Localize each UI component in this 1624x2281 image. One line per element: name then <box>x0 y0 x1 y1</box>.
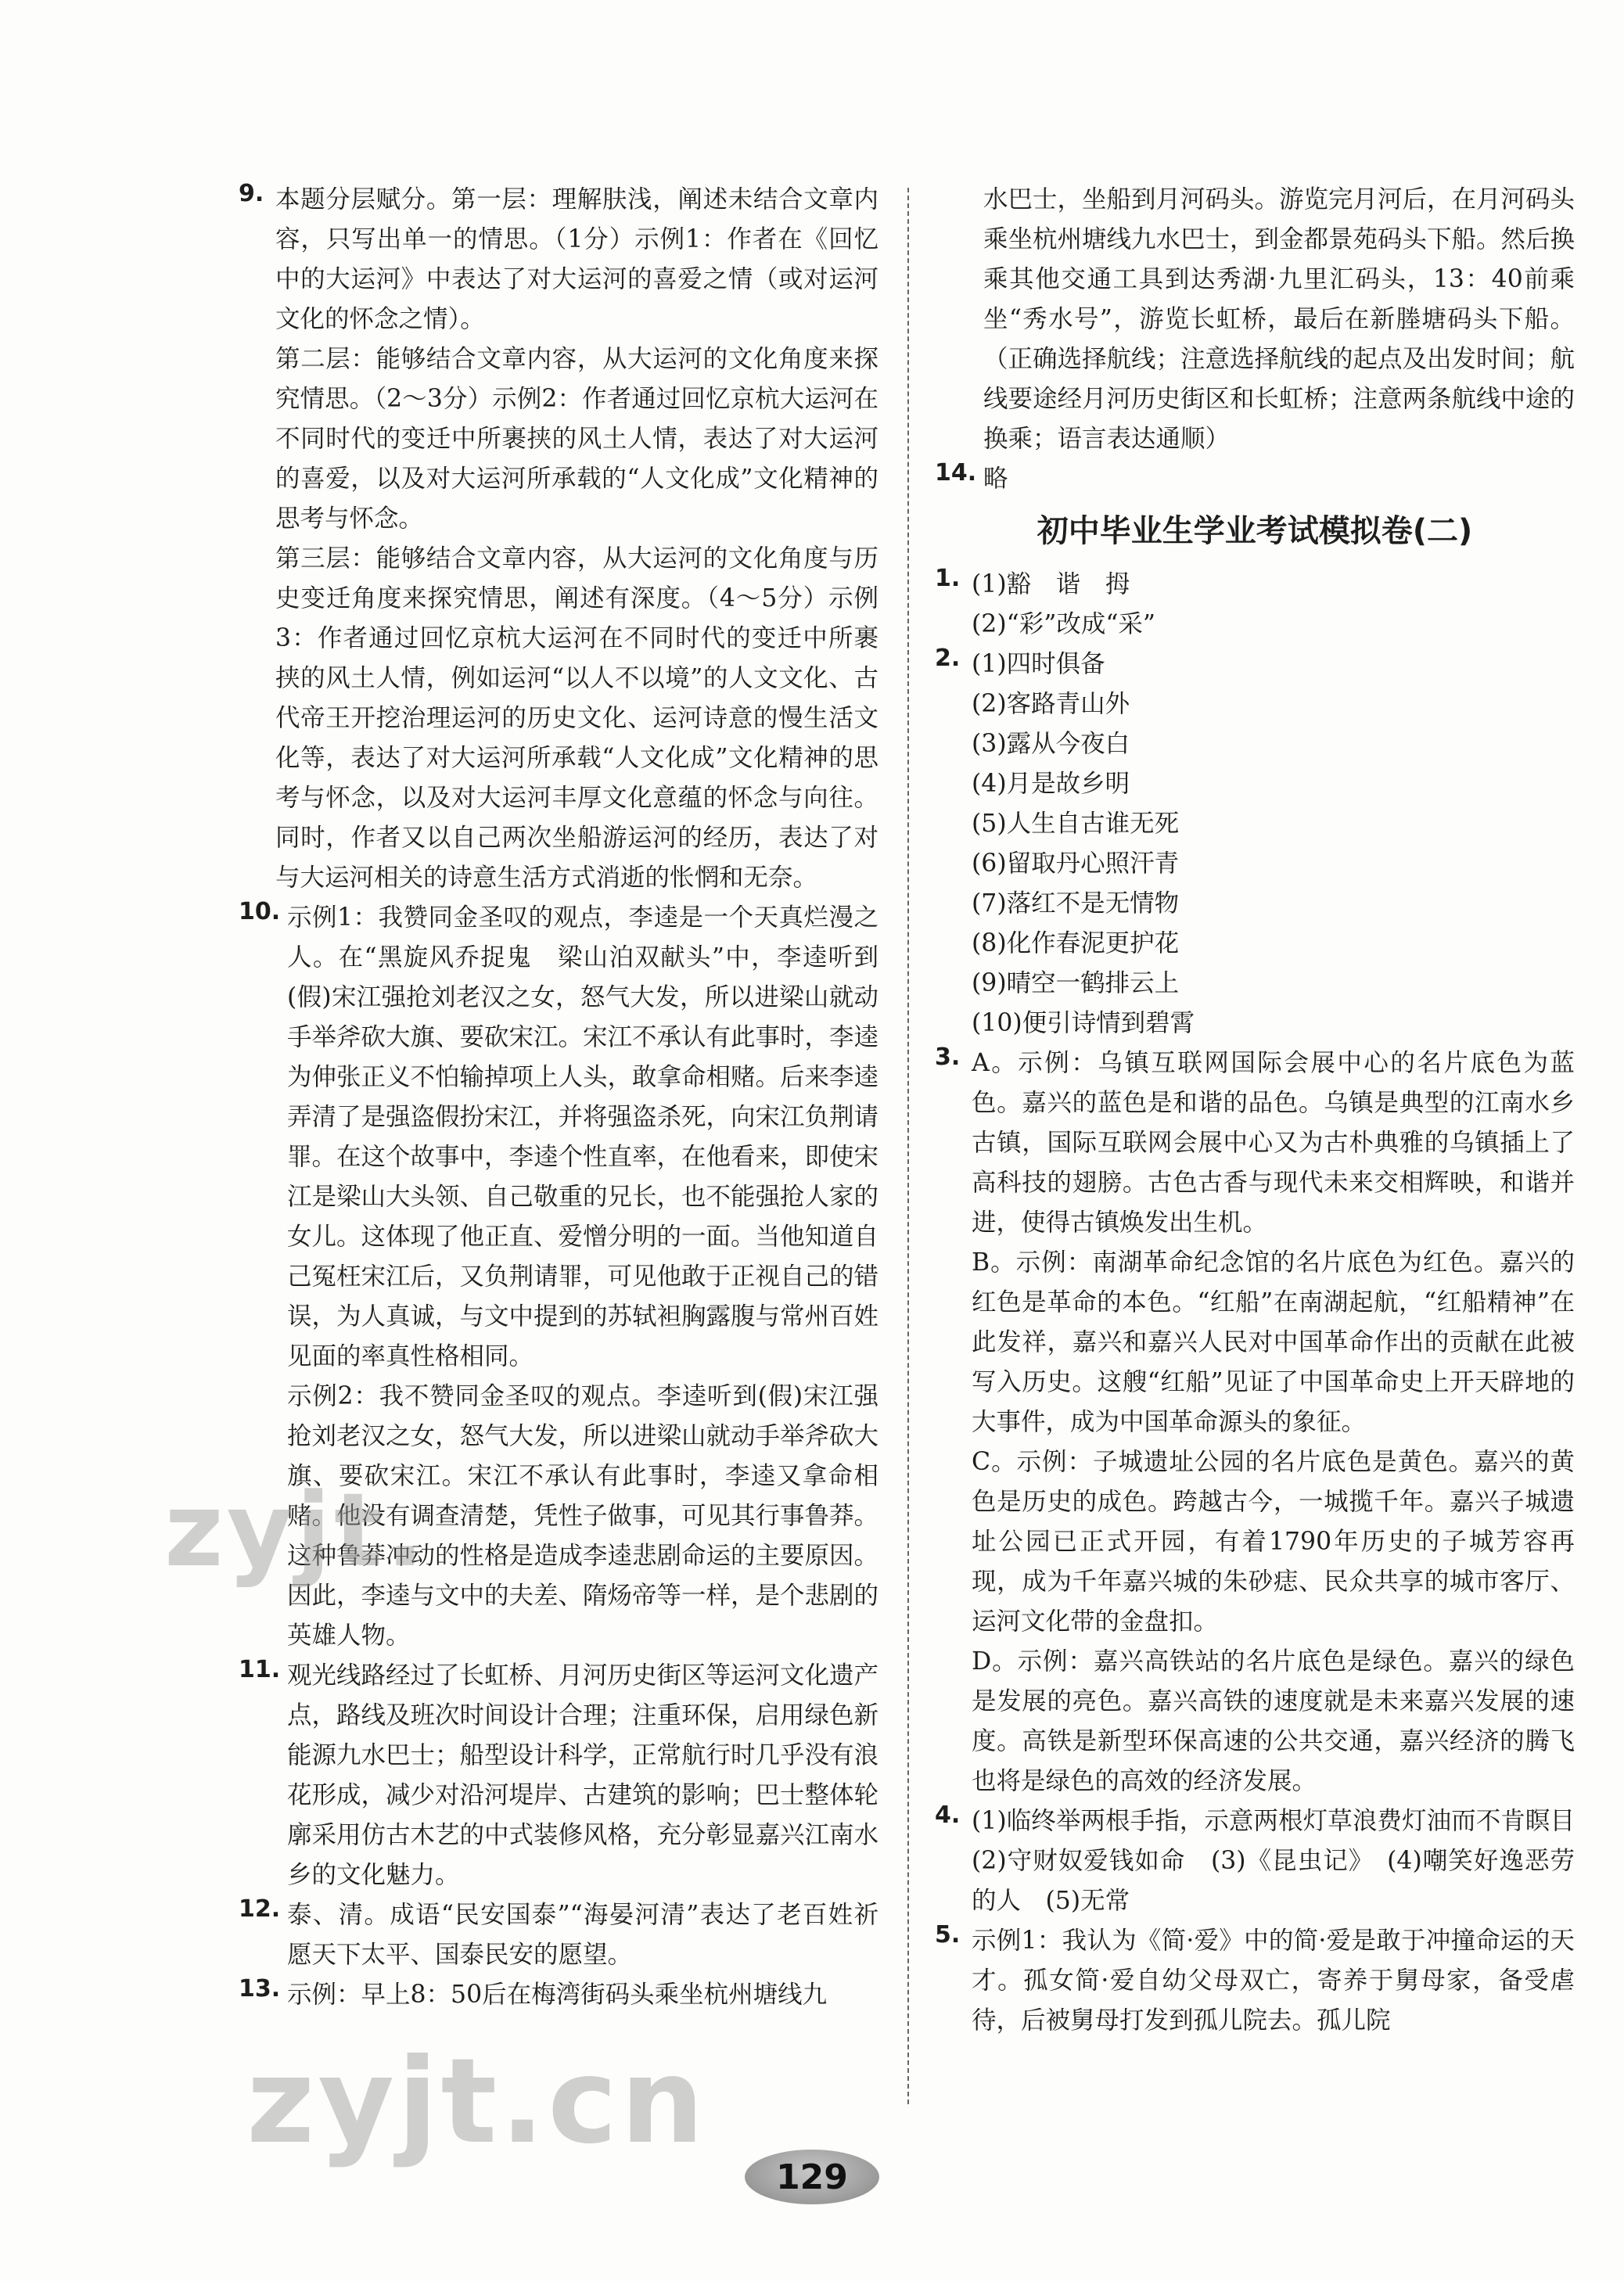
answer-number: 1. <box>935 565 961 592</box>
answer-line: (1)四时俱备 <box>972 650 1105 678</box>
answer-number: 2. <box>935 645 961 672</box>
answer-number: 13. <box>239 1975 281 2003</box>
answer-text: 示例：早上8：50后在梅湾街码头乘坐杭州塘线九 <box>287 1981 828 2009</box>
answer-line: (9)晴空一鹤排云上 <box>972 969 1180 997</box>
answer-13-continued: 水巴士，坐船到月河码头。游览完月河后，在月河码头乘坐杭州塘线九水巴士，到金都景苑码头下船。然后换乘其他交通工具到达秀湖·九里汇码头，13：40前乘坐“秀水号”，游览长虹桥，最后在新塍塘码头下船。（正确选择航线；注意选择航线的起点及出发时间；航线要途经月河历史街区和长虹桥；注意两条航线中途的换乘；语言表达通顺） <box>983 185 1575 453</box>
column-divider <box>907 188 909 2104</box>
answer-option-a: A。示例：乌镇互联网国际会展中心的名片底色为蓝色。嘉兴的蓝色是和谐的品色。乌镇是典型的江南水乡古镇，国际互联网会展中心又为古朴典雅的乌镇插上了高科技的翅膀。古色古香与现代未来交相辉映，和谐并进，使得古镇焕发出生机。 <box>972 1049 1575 1237</box>
answer-layer-2: 第二层：能够结合文章内容，从大运河的文化角度来探究情思。（2～3分）示例2：作者通过回忆京杭大运河在不同时代的变迁中所裹挟的风土人情，表达了对大运河的喜爱，以及对大运河所承载的“人文化成”文化精神的思考与怀念。 <box>275 345 878 533</box>
answer-option-b: B。示例：南湖革命纪念馆的名片底色为红色。嘉兴的红色是革命的本色。“红船”在南湖起航，“红船精神”在此发祥，嘉兴和嘉兴人民对中国革命作出的贡献在此被写入历史。这艘“红船”见证了中国革命史上开天辟地的大事件，成为中国革命源头的象征。 <box>972 1248 1575 1436</box>
answer-text: (1)临终举两根手指，示意两根灯草浪费灯油而不肯瞑目 (2)守财奴爱钱如命 (3)《昆虫记》 (4)嘲笑好逸恶劳的人 (5)无常 <box>972 1807 1600 1915</box>
answer-number: 4. <box>935 1801 961 1829</box>
answer-line: (3)露从今夜白 <box>972 730 1130 758</box>
answer-line: (5)人生自古谁无死 <box>972 810 1180 838</box>
answer-12 <box>239 1895 878 1975</box>
answer-line: (8)化作春泥更护花 <box>972 929 1180 957</box>
answer-line: (2)客路青山外 <box>972 690 1130 718</box>
answer-text: 泰、清。成语“民安国泰”“海晏河清”表达了老百姓祈愿天下太平、国泰民安的愿望。 <box>287 1901 878 1969</box>
answer-text: 观光线路经过了长虹桥、月河历史街区等运河文化遗产点，路线及班次时间设计合理；注重环保，启用绿色新能源九水巴士；船型设计科学，正常航行时几乎没有浪花形成，减少对沿河堤岸、古建筑的影响；巴士整体轮廓采用仿古木艺的中式装修风格，充分彰显嘉兴江南水乡的文化魅力。 <box>287 1661 879 1889</box>
answer-option-c: C。示例：子城遗址公园的名片底色是黄色。嘉兴的黄色是历史的成色。跨越古今，一城揽千年。嘉兴子城遗址公园已正式开园，有着1790年历史的子城芳容再现，成为千年嘉兴城的朱砂痣、民众共享的城市客厅、运河文化带的金盘扣。 <box>972 1448 1575 1636</box>
answer-11 <box>239 1656 878 1895</box>
right-column <box>935 180 1600 2041</box>
answer-number: 5. <box>935 1921 961 1949</box>
answer-14 <box>935 459 1575 499</box>
answer-9 <box>239 180 878 898</box>
answer-line: (10)便引诗情到碧霄 <box>972 1009 1195 1037</box>
answer-number: 9. <box>239 180 264 207</box>
answer-number: 14. <box>935 459 977 487</box>
answer-example-2: 示例2：我不赞同金圣叹的观点。李逵听到(假)宋江强抢刘老汉之女，怒气大发，所以进梁山就动手举斧砍大旗、要砍宋江。宋江不承认有此事时，李逵又拿命相赌。他没有调查清楚，凭性子做事，可见其行事鲁莽。这种鲁莽冲动的性格是造成李逵悲剧命运的主要原因。因此，李逵与文中的夫差、隋炀帝等一样，是个悲剧的英雄人物。 <box>287 1382 879 1650</box>
answer-number: 3. <box>935 1044 961 1071</box>
answer-text: 本题分层赋分。第一层：理解肤浅，阐述未结合文章内容，只写出单一的情思。（1分）示例1：作者在《回忆中的大运河》中表达了对大运河的喜爱之情（或对运河文化的怀念之情）。 <box>275 185 878 333</box>
watermark-top: zyjt. <box>164 1471 428 1590</box>
answer-line: (2)“彩”改成“采” <box>972 610 1156 638</box>
answer-number: 11. <box>239 1656 281 1683</box>
answer-13 <box>239 1975 878 2015</box>
answer-number: 12. <box>239 1895 281 1923</box>
answer-text: 示例1：我赞同金圣叹的观点，李逵是一个天真烂漫之人。在“黑旋风乔捉鬼 梁山泊双献头”中，李逵听到(假)宋江强抢刘老汉之女，怒气大发，所以进梁山就动手举斧砍大旗、要砍宋江。宋江不承认有此事时，李逵为伸张正义不怕输掉项上人头，敢拿命相赌。后来李逵弄清了是强盗假扮宋江，并将强盗杀死，向宋江负荆请罪。在这个故事中，李逵个性直率，在他看来，即使宋江是梁山大头领、自己敬重的兄长，也不能强抢人家的女儿。这体现了他正直、爱憎分明的一面。当他知道自己冤枉宋江后，又负荆请罪，可见他敢于正视自己的错误，为人真诚，与文中提到的苏轼袒胸露腹与常州百姓见面的率真性格相同。 <box>287 903 879 1370</box>
answer-5 <box>935 1921 1575 2041</box>
answer-3 <box>935 1044 1575 1801</box>
page-number: 129 <box>776 2157 848 2197</box>
answer-line: (1)豁 谐 拇 <box>972 570 1130 598</box>
answer-number: 10. <box>239 898 281 925</box>
left-column <box>239 180 878 2015</box>
page-number-badge <box>745 2150 879 2204</box>
answer-line: (6)留取丹心照汗青 <box>972 850 1180 878</box>
watermark-bottom: zyjt.cn <box>246 2034 707 2170</box>
answer-4 <box>935 1801 1600 1921</box>
section-title: 初中毕业生学业考试模拟卷(二) <box>1037 513 1473 549</box>
answer-1 <box>935 565 1575 645</box>
answer-2 <box>935 645 1575 1044</box>
answer-layer-3: 第三层：能够结合文章内容，从大运河的文化角度与历史变迁角度来探究情思，阐述有深度。（4～5分）示例3：作者通过回忆京杭大运河在不同时代的变迁中所裹挟的风土人情，例如运河“以人不以境”的人文文化、古代帝王开挖治理运河的历史文化、运河诗意的慢生活文化等，表达了对大运河所承载“人文化成”文化精神的思考与怀念，以及对大运河丰厚文化意蕴的怀念与向往。同时，作者又以自己两次坐船游运河的经历，表达了对与大运河相关的诗意生活方式消逝的怅惘和无奈。 <box>275 544 878 892</box>
answer-line: (7)落红不是无情物 <box>972 889 1180 918</box>
answer-option-d: D。示例：嘉兴高铁站的名片底色是绿色。嘉兴的绿色是发展的亮色。嘉兴高铁的速度就是未来嘉兴发展的速度。高铁是新型环保高速的公共交通，嘉兴经济的腾飞也将是绿色的高效的经济发展。 <box>972 1647 1575 1795</box>
answer-text: 示例1：我认为《简·爱》中的简·爱是敢于冲撞命运的天才。孤女简·爱自幼父母双亡，寄养于舅母家，备受虐待，后被舅母打发到孤儿院去。孤儿院 <box>972 1927 1575 2035</box>
answer-line: (4)月是故乡明 <box>972 770 1130 798</box>
answer-text: 略 <box>983 465 1008 493</box>
